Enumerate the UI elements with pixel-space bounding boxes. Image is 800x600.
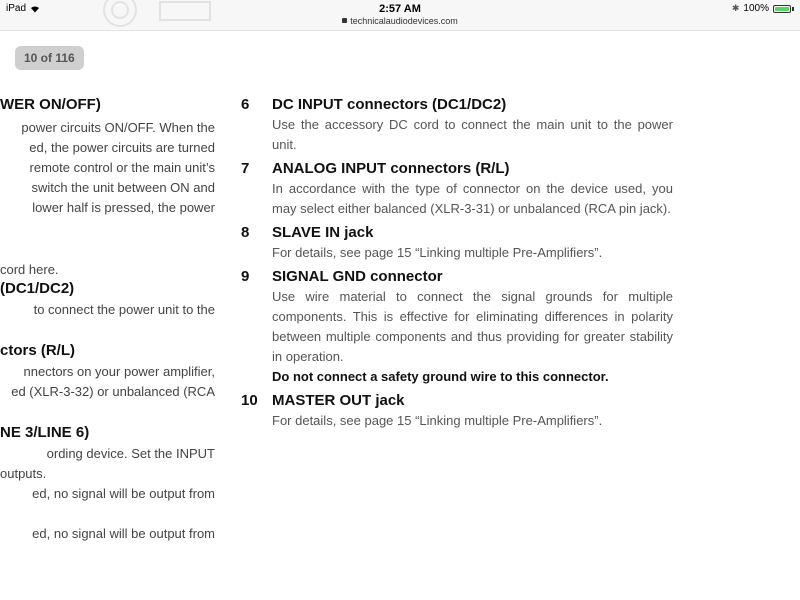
left-line: outputs. [0, 466, 47, 481]
item-number: 6 [241, 96, 250, 113]
device-name: iPad [6, 3, 27, 14]
left-line: ed, no signal will be output from [32, 526, 215, 541]
list-item [241, 95, 673, 155]
item-number: 9 [241, 268, 250, 285]
address-bar[interactable] [0, 16, 800, 26]
left-line: switch the unit between ON and [31, 180, 215, 195]
battery-tip [792, 7, 794, 11]
item-number: 10 [241, 392, 258, 409]
left-line: ed, no signal will be output from [32, 486, 215, 501]
list-item [241, 267, 673, 387]
list-item [241, 159, 673, 219]
item-title: SLAVE IN jack [272, 224, 374, 241]
item-title: SIGNAL GND connector [272, 268, 443, 285]
left-line: ed, the power circuits are turned [29, 140, 215, 155]
item-warning: Do not connect a safety ground wire to this connector. [272, 369, 609, 384]
left-line: power circuits ON/OFF. When the [21, 120, 215, 135]
list-item [241, 391, 673, 431]
left-line: lower half is pressed, the power [32, 200, 215, 215]
left-heading: WER ON/OFF) [0, 96, 101, 113]
item-body: Use wire material to connect the signal grounds for multiple components. This is effective for eliminating differences in polarity between multiple components and thus providing for greater stability in operation. [272, 289, 673, 364]
status-time: 2:57 AM [379, 3, 421, 15]
item-body: For details, see page 15 “Linking multiple Pre-Amplifiers”. [272, 245, 603, 260]
left-heading: (DC1/DC2) [0, 280, 75, 297]
item-title: MASTER OUT jack [272, 392, 405, 409]
left-heading: NE 3/LINE 6) [0, 424, 90, 441]
left-line: ording device. Set the INPUT [46, 446, 215, 461]
status-right [732, 3, 794, 14]
item-title: ANALOG INPUT connectors (R/L) [272, 160, 510, 177]
left-line: to connect the power unit to the [33, 302, 215, 317]
right-column [241, 95, 673, 435]
left-heading: ctors (R/L) [0, 342, 75, 359]
left-line: remote control or the main unit’s [29, 160, 215, 175]
battery-icon [773, 5, 791, 13]
item-number: 7 [241, 160, 250, 177]
item-body: For details, see page 15 “Linking multiple Pre-Amplifiers”. [272, 413, 603, 428]
battery-percent: 100% [743, 3, 769, 14]
lock-icon [342, 18, 347, 23]
item-body: Use the accessory DC cord to connect the main unit to the power unit. [272, 117, 673, 152]
item-title: DC INPUT connectors (DC1/DC2) [272, 96, 507, 113]
item-number: 8 [241, 224, 250, 241]
left-line: nnectors on your power amplifier, [23, 364, 215, 379]
item-body: In accordance with the type of connector on the device used, you may select either balanced (XLR-3-31) or unbalanced (RCA pin jack). [272, 181, 673, 216]
status-bar [0, 0, 800, 31]
page-counter: 10 of 116 [15, 46, 84, 70]
left-line: ed (XLR-3-32) or unbalanced (RCA [11, 384, 215, 399]
bluetooth-icon: ✱ [731, 3, 740, 13]
url-text: technicalaudiodevices.com [350, 16, 458, 26]
list-item [241, 223, 673, 263]
left-line: cord here. [0, 262, 59, 277]
